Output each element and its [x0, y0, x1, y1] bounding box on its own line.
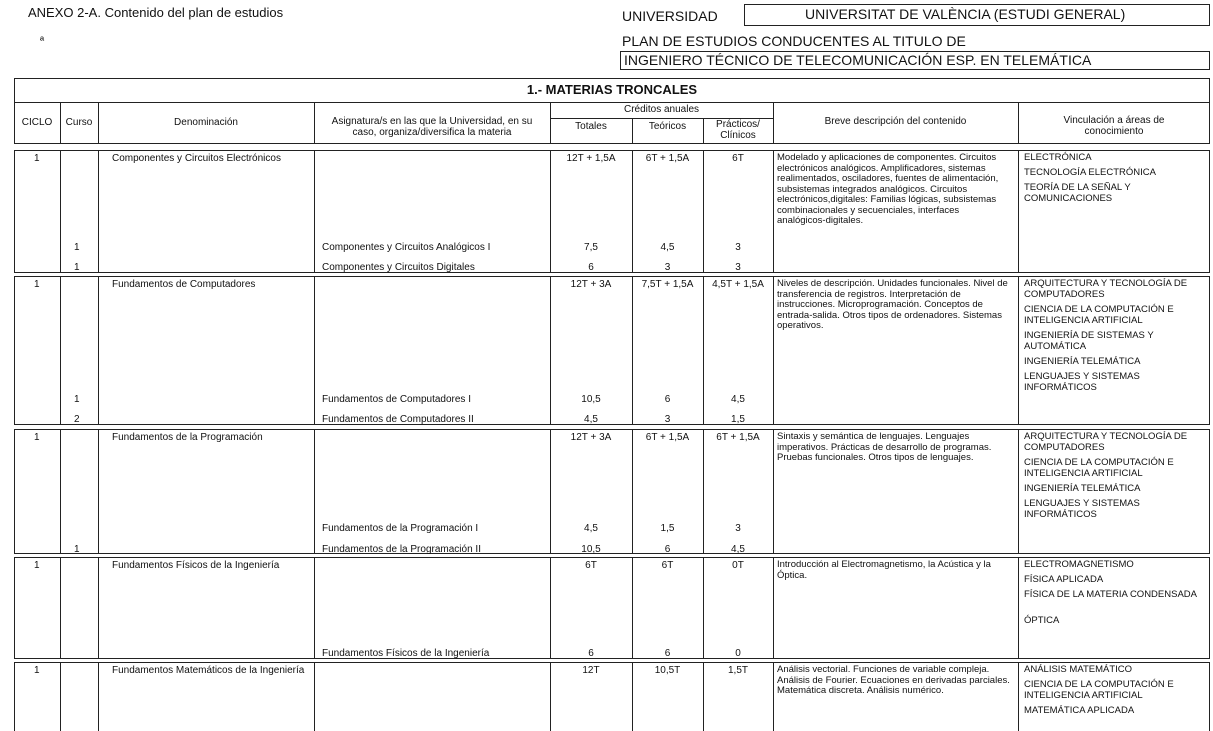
materia-teoricos: 6T: [661, 560, 674, 571]
universidad-label: UNIVERSIDAD: [622, 8, 718, 24]
area-item: FÍSICA APLICADA: [1024, 574, 1104, 585]
materia-ciclo: 1: [34, 432, 40, 443]
row-divider: [60, 276, 61, 425]
row-divider: [773, 429, 774, 554]
area-item: ARQUITECTURA Y TECNOLOGÍA DE COMPUTADORES: [1024, 431, 1188, 453]
col-asignaturas: Asignatura/s en las que la Universidad, en su caso, organiza/diversifica la materia: [331, 116, 533, 138]
row-divider: [98, 662, 99, 731]
col-ciclo: CICLO: [21, 117, 53, 128]
area-item: INGENIERÍA DE SISTEMAS Y AUTOMÁTICA: [1024, 330, 1154, 352]
materia-descripcion: Modelado y aplicaciones de componentes. Circuitos electrónicos analógicos. Amplificadores, sistemas realimentados, osciladores, fuentes de alimentación, subsistemas integrados analógicos. Circuitos electrónicos,digitales: Familias lógicas, subsistemas combinacionales y secuenciales, interfaces analógicos-digitales.: [777, 152, 999, 226]
row-divider: [314, 662, 315, 731]
materia-practicos: 6T: [732, 153, 744, 164]
materia-denominacion: Fundamentos Físicos de la Ingeniería: [112, 560, 280, 571]
asignatura-teoricos: 6: [664, 648, 671, 659]
col-teoricos: Teóricos: [648, 121, 687, 132]
materia-descripcion: Análisis vectorial. Funciones de variable compleja. Análisis de Fourier. Ecuaciones en derivadas parciales. Matemática discreta. Análisis numérico.: [777, 664, 1010, 696]
asignatura-curso: 1: [74, 262, 80, 273]
row-divider: [550, 429, 551, 554]
row-divider: [632, 557, 633, 659]
row-divider: [314, 557, 315, 659]
row-divider: [1018, 276, 1019, 425]
area-item: TEORÍA DE LA SEÑAL Y COMUNICACIONES: [1024, 182, 1131, 204]
asignatura-teoricos: 1,5: [660, 523, 675, 534]
asignatura-practicos: 4,5: [731, 394, 745, 405]
materia-denominacion: Fundamentos de Computadores: [112, 279, 256, 290]
area-item: CIENCIA DE LA COMPUTACIÓN E INTELIGENCIA ARTIFICIAL: [1024, 457, 1174, 479]
header-divider: [703, 118, 704, 144]
materia-ciclo: 1: [34, 560, 40, 571]
asignatura-nombre: Fundamentos Físicos de la Ingeniería: [322, 648, 490, 659]
asignatura-nombre: Componentes y Circuitos Analógicos I: [322, 242, 491, 253]
materia-practicos: 6T + 1,5A: [716, 432, 760, 443]
materia-descripcion: Introducción al Electromagnetismo, la Acústica y la Óptica.: [777, 559, 991, 581]
materia-teoricos: 6T + 1,5A: [645, 432, 690, 443]
materia-descripcion: Niveles de descripción. Unidades funcionales. Nivel de transferencia de registros. Interpretación de instrucciones. Microprogramación. Conceptos de entrada-salida. Otros tipos de ordenadores. Sistemas operativos.: [777, 278, 1008, 331]
asignatura-teoricos: 6: [664, 394, 671, 405]
area-item: ELECTROMAGNETISMO: [1024, 559, 1134, 570]
materia-row: [14, 557, 1210, 659]
area-item: ELECTRÓNICA: [1024, 152, 1092, 163]
asignatura-teoricos: 4,5: [660, 242, 675, 253]
row-divider: [773, 662, 774, 731]
col-totales: Totales: [575, 121, 607, 132]
asignatura-curso: 1: [74, 242, 80, 253]
row-divider: [60, 557, 61, 659]
materia-teoricos: 7,5T + 1,5A: [641, 279, 694, 290]
header-divider: [314, 102, 315, 144]
row-divider: [703, 429, 704, 554]
row-divider: [98, 276, 99, 425]
materia-totales: 12T: [582, 665, 600, 676]
asignatura-curso: 1: [74, 544, 80, 555]
col-descripcion: Breve descripción del contenido: [824, 116, 967, 127]
row-divider: [60, 150, 61, 273]
asignatura-teoricos: 3: [664, 414, 671, 425]
stray-mark: ª: [40, 35, 45, 47]
asignatura-nombre: Componentes y Circuitos Digitales: [322, 262, 475, 273]
asignatura-totales: 10,5: [581, 544, 601, 555]
area-item: MATEMÁTICA APLICADA: [1024, 705, 1135, 716]
row-divider: [60, 662, 61, 731]
row-divider: [1018, 150, 1019, 273]
asignatura-totales: 6: [588, 262, 594, 273]
area-item: INGENIERÍA TELEMÁTICA: [1024, 356, 1141, 367]
row-divider: [60, 429, 61, 554]
row-divider: [703, 557, 704, 659]
row-divider: [703, 150, 704, 273]
plan-value: INGENIERO TÉCNICO DE TELECOMUNICACIÓN ESP. EN TELEMÁTICA: [620, 51, 1210, 70]
row-divider: [550, 150, 551, 273]
materia-ciclo: 1: [34, 153, 40, 164]
area-item: CIENCIA DE LA COMPUTACIÓN E INTELIGENCIA ARTIFICIAL: [1024, 304, 1174, 326]
row-divider: [314, 429, 315, 554]
row-divider: [1018, 557, 1019, 659]
section-title: 1.- MATERIAS TRONCALES: [526, 82, 698, 97]
area-item: ÓPTICA: [1024, 615, 1060, 626]
col-vinculacion: Vinculación a áreas de conocimiento: [1063, 115, 1165, 137]
asignatura-totales: 10,5: [581, 394, 601, 405]
asignatura-nombre: Fundamentos de Computadores I: [322, 394, 471, 405]
area-item: FÍSICA DE LA MATERIA CONDENSADA: [1024, 589, 1197, 600]
asignatura-curso: 2: [74, 414, 80, 425]
col-creditos: Créditos anuales: [623, 104, 700, 115]
asignatura-practicos: 3: [735, 242, 741, 253]
area-item: CIENCIA DE LA COMPUTACIÓN E INTELIGENCIA ARTIFICIAL: [1024, 679, 1174, 701]
annex-title: ANEXO 2-A. Contenido del plan de estudios: [28, 5, 284, 20]
area-item: LENGUAJES Y SISTEMAS INFORMÁTICOS: [1024, 498, 1140, 520]
materia-totales: 6T: [585, 560, 597, 571]
area-item: ANÁLISIS MATEMÁTICO: [1024, 664, 1133, 675]
asignatura-practicos: 0: [735, 648, 741, 659]
asignatura-totales: 4,5: [584, 414, 598, 425]
row-divider: [773, 150, 774, 273]
plan-label: PLAN DE ESTUDIOS CONDUCENTES AL TITULO DE: [622, 33, 966, 49]
asignatura-totales: 4,5: [584, 523, 598, 534]
row-divider: [632, 429, 633, 554]
asignatura-teoricos: 3: [664, 262, 671, 273]
row-divider: [98, 557, 99, 659]
asignatura-curso: 1: [74, 394, 80, 405]
materia-totales: 12T + 3A: [570, 279, 612, 290]
row-divider: [314, 150, 315, 273]
materia-totales: 12T + 1,5A: [566, 153, 616, 164]
materia-practicos: 1,5T: [727, 665, 748, 676]
row-divider: [550, 557, 551, 659]
row-divider: [632, 150, 633, 273]
row-divider: [98, 429, 99, 554]
asignatura-nombre: Fundamentos de la Programación I: [322, 523, 479, 534]
row-divider: [1018, 429, 1019, 554]
asignatura-practicos: 4,5: [731, 544, 745, 555]
materia-denominacion: Componentes y Circuitos Electrónicos: [112, 153, 281, 164]
materia-denominacion: Fundamentos de la Programación: [112, 432, 263, 443]
materia-denominacion: Fundamentos Matemáticos de la Ingeniería: [112, 665, 305, 676]
materia-totales: 12T + 3A: [570, 432, 612, 443]
materia-teoricos: 6T + 1,5A: [645, 153, 690, 164]
row-divider: [773, 276, 774, 425]
asignatura-practicos: 3: [735, 262, 741, 273]
asignatura-nombre: Fundamentos de Computadores II: [322, 414, 474, 425]
asignatura-teoricos: 6: [664, 544, 671, 555]
header-divider: [1018, 102, 1019, 144]
row-divider: [98, 150, 99, 273]
asignatura-practicos: 3: [735, 523, 741, 534]
materia-practicos: 4,5T + 1,5A: [712, 279, 764, 290]
col-curso: Curso: [65, 117, 93, 128]
universidad-value: UNIVERSITAT DE VALÈNCIA (ESTUDI GENERAL): [744, 4, 1210, 26]
row-divider: [1018, 662, 1019, 731]
materia-practicos: 0T: [732, 560, 744, 571]
materia-descripcion: Sintaxis y semántica de lenguajes. Lenguajes imperativos. Prácticas de desarrollo de programas. Pruebas funcionales. Otros tipos de lenguajes.: [777, 431, 992, 463]
asignatura-nombre: Fundamentos de la Programación II: [322, 544, 481, 555]
asignatura-totales: 7,5: [584, 242, 598, 253]
asignatura-totales: 6: [588, 648, 594, 659]
col-denominacion: Denominación: [174, 117, 238, 128]
materia-teoricos: 10,5T: [654, 665, 681, 676]
area-item: INGENIERÍA TELEMÁTICA: [1024, 483, 1141, 494]
materia-ciclo: 1: [34, 665, 40, 676]
area-item: TECNOLOGÍA ELECTRÓNICA: [1024, 167, 1156, 178]
row-divider: [773, 557, 774, 659]
col-practicos: Prácticos/ Clínicos: [716, 119, 760, 141]
row-divider: [314, 276, 315, 425]
area-item: LENGUAJES Y SISTEMAS INFORMÁTICOS: [1024, 371, 1140, 393]
materia-ciclo: 1: [34, 279, 40, 290]
asignatura-practicos: 1,5: [731, 414, 745, 425]
area-item: ARQUITECTURA Y TECNOLOGÍA DE COMPUTADORES: [1024, 278, 1188, 300]
